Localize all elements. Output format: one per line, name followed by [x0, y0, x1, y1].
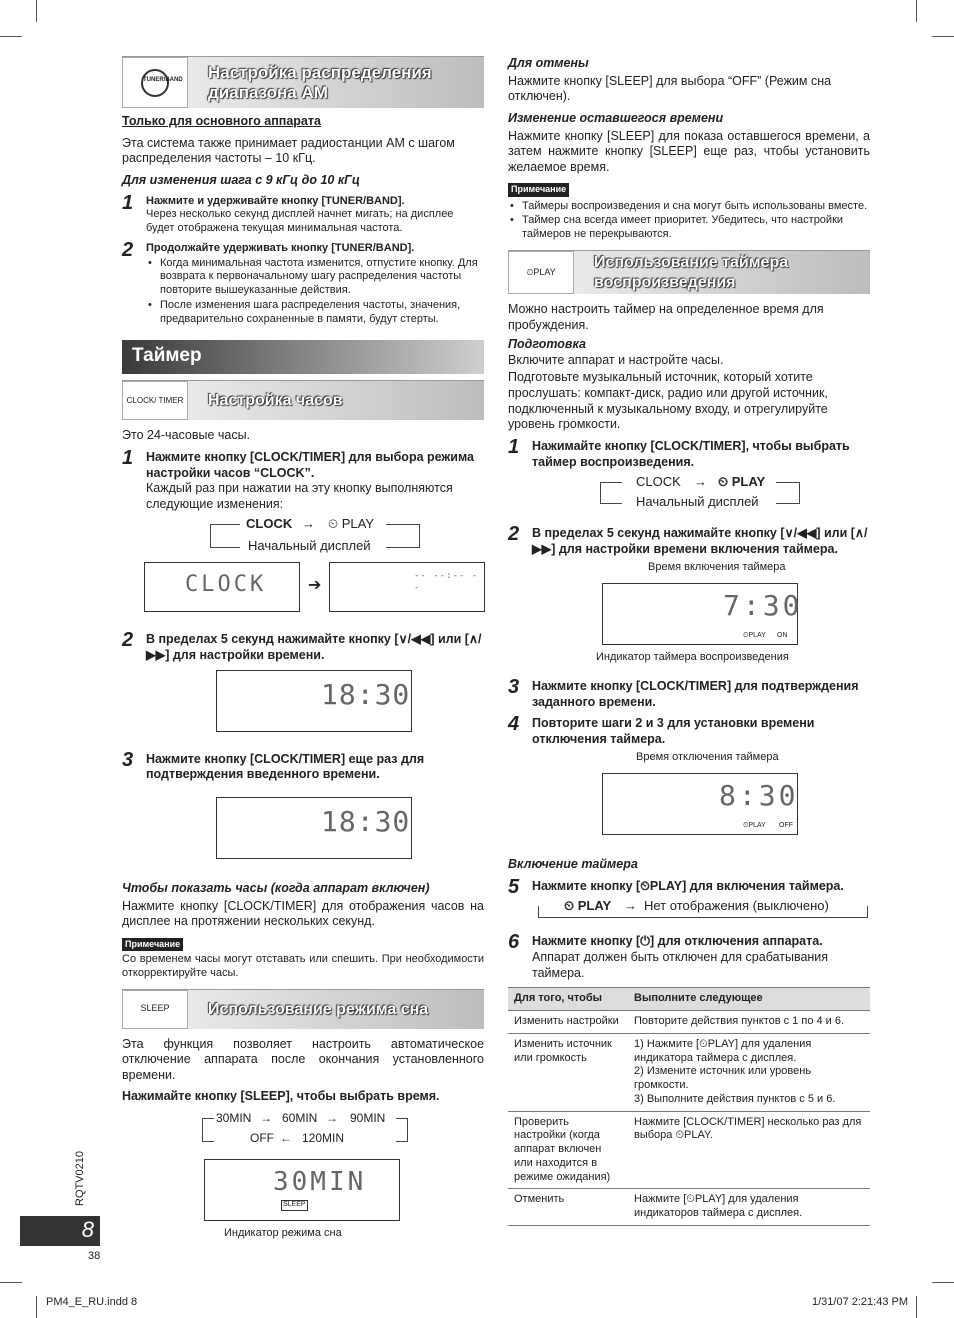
am-step-1-title: Нажмите и удерживайте кнопку [TUNER/BAND].: [146, 194, 405, 207]
left-column: [122, 56, 484, 1241]
crop-mark: [0, 36, 22, 37]
lcd-display: [602, 773, 798, 835]
lcd-display: [216, 670, 412, 732]
am-only-label: Только для основного аппарата: [122, 114, 321, 128]
play-flow-diagram: CLOCK → ⏲ PLAY Начальный дисплей: [600, 474, 800, 516]
lcd-display: [204, 1159, 400, 1221]
footer-file: PM4_E_RU.indd 8: [46, 1296, 138, 1308]
sleep-flow-diagram: 30MIN → 60MIN → 90MIN OFF ← 120MIN: [202, 1111, 408, 1151]
play-step-6: 6 Нажмите кнопку [⏻] для отключения аппарата. Аппарат должен быть отключен для срабатывания таймера.: [508, 934, 870, 981]
clock-step-3-title: Нажмите кнопку [CLOCK/TIMER] еще раз для подтверждения введенного времени.: [146, 751, 425, 782]
table-header: Выполните следующее: [628, 988, 870, 1011]
clock-step-2: 2 В пределах 5 секунд нажимайте кнопку [∨/◀◀] или [∧/▶▶] для настройки времени.: [122, 632, 484, 663]
doc-code: RQTV0210: [74, 1150, 86, 1206]
play-step-6-title: Нажмите кнопку [⏻] для отключения аппарата.: [532, 934, 823, 949]
enable-heading: Включение таймера: [508, 857, 638, 872]
off-indicator: OFF: [779, 822, 793, 830]
flow-none: Нет отображения (выключено): [644, 898, 829, 914]
flow-initial-display: Начальный дисплей: [248, 538, 371, 554]
note-bullet: • Таймер сна всегда имеет приоритет. Убедитесь, что настройки таймеров не перекрываются.: [508, 214, 870, 242]
note-label: Примечание: [508, 183, 569, 196]
lcd-time-text: 8:30: [719, 779, 799, 813]
sleep-indicator-label: Индикатор режима сна: [224, 1227, 342, 1239]
arrow-icon: ➔: [308, 577, 322, 595]
cancel-paragraph: Нажмите кнопку [SLEEP] для выбора “OFF” (Режим сна отключен).: [508, 73, 832, 104]
am-paragraph: Эта система также принимает радиостанции AM с шагом распределения частоты – 10 кГц.: [122, 135, 455, 166]
play-step-2: 2 В пределах 5 секунд нажимайте кнопку [∨/◀◀] или [∧/▶▶] для настройки времени включения таймера.: [508, 526, 870, 557]
am-step-2-title: Продолжайте удерживать кнопку [TUNER/BAND].: [146, 241, 415, 254]
timer-section-title: Таймер: [122, 340, 484, 374]
am-step-1: 1 Нажмите и удерживайте кнопку [TUNER/BAND]. Через несколько секунд дисплей начнет мигать; на дисплее будет отображена текущая минимальная частота.: [122, 195, 484, 236]
footer-date: 1/31/07 2:21:43 PM: [812, 1296, 909, 1308]
lcd-display: [602, 583, 803, 645]
clock-step-1-title: Нажмите кнопку [CLOCK/TIMER] для выбора режима настройки часов “CLOCK”.: [146, 449, 475, 480]
flow-30min: 30MIN: [216, 1111, 252, 1125]
lcd-dash-text: -- --:-- --: [414, 571, 479, 593]
am-step-1-text: Через несколько секунд дисплей начнет мигать; на дисплее будет отображена текущая минимальная частота.: [146, 208, 454, 234]
clock-section-header: [122, 380, 484, 420]
play-step-6-text: Аппарат должен быть отключен для срабатывания таймера.: [532, 950, 829, 980]
lcd-display: [216, 797, 412, 859]
flow-off: OFF: [250, 1131, 274, 1145]
play-section-title: Использование таймера воспроизведения: [594, 253, 789, 291]
cancel-heading: Для отмены: [508, 56, 589, 70]
on-time-label: Время включения таймера: [648, 561, 786, 574]
table-row: Изменить настройки Повторите действия пунктов с 1 по 4 и 6.: [508, 1011, 870, 1034]
table-row: Изменить источник или громкость 1) Нажмите [⏲PLAY] для удаления индикатора таймера с дисплея. 2) Измените источник или уровень громкости. 3) Выполните действия пунктов с 5 и 6.: [508, 1033, 870, 1111]
clock-paragraph: Это 24-часовые часы.: [122, 428, 251, 443]
crop-mark: [932, 1282, 954, 1283]
timer-table: [508, 987, 870, 1226]
prep-paragraph-1: Включите аппарат и настройте часы.: [508, 352, 724, 367]
clock-step-1-text: Каждый раз при нажатии на эту кнопку выполняются следующие изменения:: [146, 481, 453, 511]
play-timer-icon: ⏲PLAY: [508, 251, 574, 294]
note-label: Примечание: [122, 938, 183, 951]
table-header: Для того, чтобы: [508, 988, 628, 1011]
flow-120min: 120MIN: [302, 1131, 345, 1145]
clock-lcd-row: [122, 562, 484, 614]
play-step-2-title: В пределах 5 секунд нажимайте кнопку [∨/◀◀] или [∧/▶▶] для настройки времени включения таймера.: [532, 526, 868, 556]
enable-flow-diagram: ⏲ PLAY → Нет отображения (выключено): [538, 898, 868, 926]
crop-mark: [916, 1296, 917, 1318]
remain-heading: Изменение оставшегося времени: [508, 110, 724, 125]
play-indicator: ⏲PLAY: [743, 632, 766, 640]
page-number: 8: [20, 1216, 100, 1246]
flow-play: ⏲ PLAY: [564, 898, 612, 914]
flow-clock: CLOCK: [246, 516, 293, 532]
show-clock-paragraph: Нажмите кнопку [CLOCK/TIMER] для отображения часов на дисплее на протяжении нескольких секунд.: [122, 898, 484, 929]
prep-paragraph-2: Подготовьте музыкальный источник, который хотите прослушать: компакт-диск, радио или другой источник, подключенный к музыкальному входу, и отрегулируйте уровень громкости.: [508, 370, 828, 432]
flow-play: ⏲ PLAY: [328, 516, 375, 532]
page-number-small: 38: [88, 1250, 101, 1262]
lcd-sleep-text: 30MIN: [273, 1167, 367, 1197]
lcd-time-text: 18:30: [321, 804, 411, 838]
am-step-2: 2 Продолжайте удерживать кнопку [TUNER/BAND]. • Когда минимальная частота изменится, отпустите кнопку. Для возврата к первоначальному шагу распределения частоты повторите вышеуказанные действия. • После изменения шага распределения частоты, значения, предварительно сохраненные в памяти, будут стерты.: [122, 242, 484, 327]
crop-mark: [916, 0, 917, 22]
tuner-band-icon: TUNER/BAND: [122, 57, 188, 108]
table-row: Отменить Нажмите [⏲PLAY] для удаления индикаторов таймера с дисплея.: [508, 1189, 870, 1226]
play-step-5-title: Нажмите кнопку [⏲PLAY] для включения таймера.: [532, 878, 844, 893]
am-section-header: [122, 56, 484, 108]
show-clock-heading: Чтобы показать часы (когда аппарат включен): [122, 880, 430, 895]
lcd-time-text: 18:30: [321, 677, 411, 711]
prep-heading: Подготовка: [508, 337, 586, 352]
flow-initial-display: Начальный дисплей: [636, 494, 759, 510]
clock-flow-diagram: CLOCK → ⏲ PLAY Начальный дисплей: [210, 516, 420, 558]
play-indicator-label: Индикатор таймера воспроизведения: [596, 651, 789, 664]
sleep-section-title: Использование режима сна: [208, 1000, 429, 1018]
off-time-label: Время отключения таймера: [636, 751, 779, 764]
am-step-2-bullet: • Когда минимальная частота изменится, отпустите кнопку. Для возврата к первоначальному шагу распределения частоты повторите вышеуказанные действия.: [146, 257, 484, 298]
play-indicator: ⏲PLAY: [743, 822, 766, 830]
play-paragraph: Можно настроить таймер на определенное время для пробуждения.: [508, 301, 824, 332]
am-step-2-bullet: • После изменения шага распределения частоты, значения, предварительно сохраненные в памяти, будут стерты.: [146, 299, 484, 327]
sleep-paragraph: Эта функция позволяет настроить автоматическое отключение аппарата после окончания установленного времени.: [122, 1036, 484, 1082]
crop-mark: [36, 0, 37, 22]
clock-step-3: 3 Нажмите кнопку [CLOCK/TIMER] еще раз для подтверждения введенного времени.: [122, 752, 484, 783]
crop-mark: [36, 1296, 37, 1318]
crop-mark: [0, 1282, 22, 1283]
remain-paragraph: Нажмите кнопку [SLEEP] для показа оставшегося времени, а затем нажмите кнопку [SLEEP] еще раз, чтобы установить желаемое время.: [508, 128, 870, 174]
clock-section-title: Настройка часов: [208, 392, 343, 410]
clock-step-2-title: В пределах 5 секунд нажимайте кнопку [∨/◀◀] или [∧/▶▶] для настройки времени.: [146, 632, 482, 662]
crop-mark: [932, 36, 954, 37]
flow-60min: 60MIN: [282, 1111, 318, 1125]
flow-90min: 90MIN: [350, 1111, 386, 1125]
play-step-1: 1 Нажимайте кнопку [CLOCK/TIMER], чтобы выбрать таймер воспроизведения.: [508, 439, 870, 470]
note-bullet: • Таймеры воспроизведения и сна могут быть использованы вместе.: [508, 200, 870, 214]
lcd-display: [144, 562, 300, 612]
play-step-5: 5 Нажмите кнопку [⏲PLAY] для включения таймера.: [508, 879, 870, 895]
play-step-1-title: Нажимайте кнопку [CLOCK/TIMER], чтобы выбрать таймер воспроизведения.: [532, 438, 850, 469]
sleep-indicator: SLEEP: [281, 1200, 308, 1211]
play-step-4: 4 Повторите шаги 2 и 3 для установки времени отключения таймера.: [508, 716, 870, 747]
play-section-header: [508, 250, 870, 294]
play-step-3-title: Нажмите кнопку [CLOCK/TIMER] для подтверждения заданного времени.: [532, 678, 859, 709]
sleep-section-header: [122, 989, 484, 1029]
right-column: [508, 56, 870, 1226]
lcd-clock-text: CLOCK: [185, 572, 267, 598]
flow-play: ⏲ PLAY: [718, 474, 766, 490]
flow-clock: CLOCK: [636, 474, 681, 490]
clock-timer-icon: CLOCK/ TIMER: [122, 381, 188, 420]
am-section-title: Настройка распределения диапазона AM: [208, 63, 432, 102]
note-text: Со временем часы могут отставать или спешить. При необходимости откорректируйте часы.: [122, 953, 484, 979]
lcd-time-text: 7:30: [723, 589, 803, 623]
sleep-icon: SLEEP: [122, 990, 188, 1029]
on-indicator: ON: [777, 632, 788, 640]
play-step-4-title: Повторите шаги 2 и 3 для установки времени отключения таймера.: [532, 716, 815, 746]
play-step-3: 3 Нажмите кнопку [CLOCK/TIMER] для подтверждения заданного времени.: [508, 679, 870, 710]
clock-step-1: 1 Нажмите кнопку [CLOCK/TIMER] для выбора режима настройки часов “CLOCK”. Каждый раз при нажатии на эту кнопку выполняются следующие изменения:: [122, 450, 484, 513]
sleep-instruction: Нажимайте кнопку [SLEEP], чтобы выбрать время.: [122, 1089, 440, 1104]
am-change-heading: Для изменения шага с 9 кГц до 10 кГц: [122, 172, 360, 187]
table-row: Проверить настройки (когда аппарат включен или находится в режиме ожидания) Нажмите [CLOCK/TIMER] несколько раз для выбора ⏲PLAY.: [508, 1111, 870, 1189]
lcd-display: [329, 562, 485, 612]
